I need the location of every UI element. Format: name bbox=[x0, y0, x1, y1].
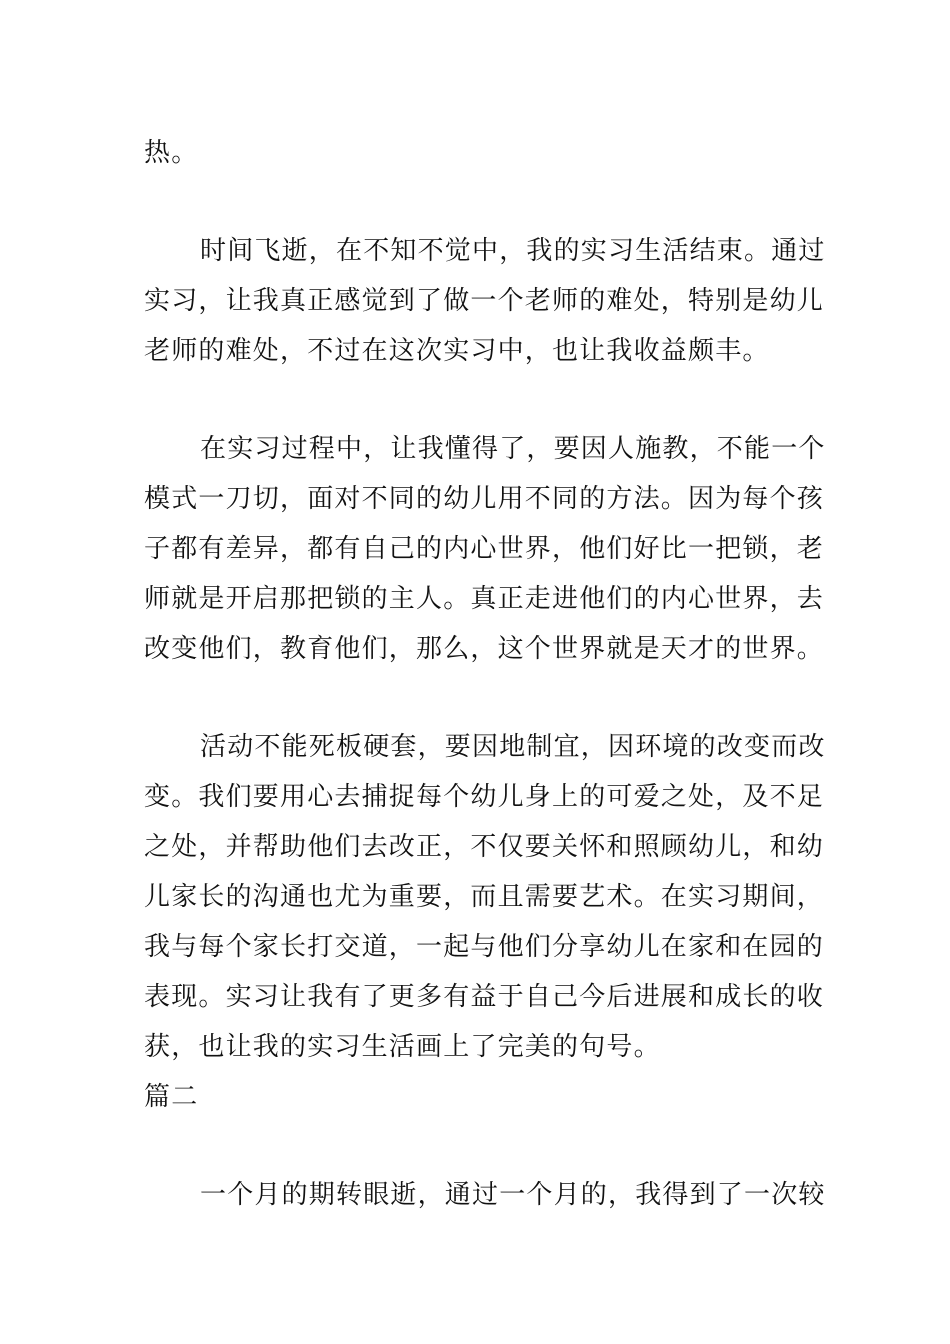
text-line: 时间飞逝，在不知不觉中，我的实习生活结束。通过 bbox=[200, 236, 826, 266]
text-line: 获，也让我的实习生活画上了完美的句号。 bbox=[144, 1032, 661, 1062]
text-line: 模式一刀切，面对不同的幼儿用不同的方法。因为每个孩 bbox=[144, 484, 825, 514]
text-line: 在实习过程中，让我懂得了，要因人施教，不能一个 bbox=[200, 434, 826, 464]
text-line: 活动不能死板硬套，要因地制宜，因环境的改变而改 bbox=[200, 732, 826, 762]
text-line: 改变他们，教育他们，那么，这个世界就是天才的世界。 bbox=[144, 634, 825, 664]
paragraph-2 bbox=[144, 424, 826, 674]
text-line: 表现。实习让我有了更多有益于自己今后进展和成长的收 bbox=[144, 982, 825, 1012]
text-line: 之处，并帮助他们去改正，不仅要关怀和照顾幼儿，和幼 bbox=[144, 832, 825, 862]
text-line: 我与每个家长打交道，一起与他们分享幼儿在家和在园的 bbox=[144, 932, 825, 962]
text-line: 一个月的期转眼逝，通过一个月的，我得到了一次较 bbox=[200, 1180, 826, 1210]
text-line: 变。我们要用心去捕捉每个幼儿身上的可爱之处，及不足 bbox=[144, 782, 825, 812]
paragraph-3 bbox=[144, 722, 826, 1072]
text-line: 热。 bbox=[144, 138, 199, 168]
section-heading-text: 篇二 bbox=[144, 1082, 199, 1112]
section-heading bbox=[144, 1072, 808, 1122]
text-line: 师就是开启那把锁的主人。真正走进他们的内心世界，去 bbox=[144, 584, 825, 614]
text-line: 实习，让我真正感觉到了做一个老师的难处，特别是幼儿 bbox=[144, 286, 825, 316]
text-line: 老师的难处，不过在这次实习中，也让我收益颇丰。 bbox=[144, 336, 770, 366]
fragment-line bbox=[144, 128, 808, 178]
text-line: 子都有差异，都有自己的内心世界，他们好比一把锁，老 bbox=[144, 534, 825, 564]
text-line: 儿家长的沟通也尤为重要，而且需要艺术。在实习期间， bbox=[144, 882, 825, 912]
paragraph-1 bbox=[144, 226, 826, 376]
paragraph-4 bbox=[144, 1170, 826, 1220]
